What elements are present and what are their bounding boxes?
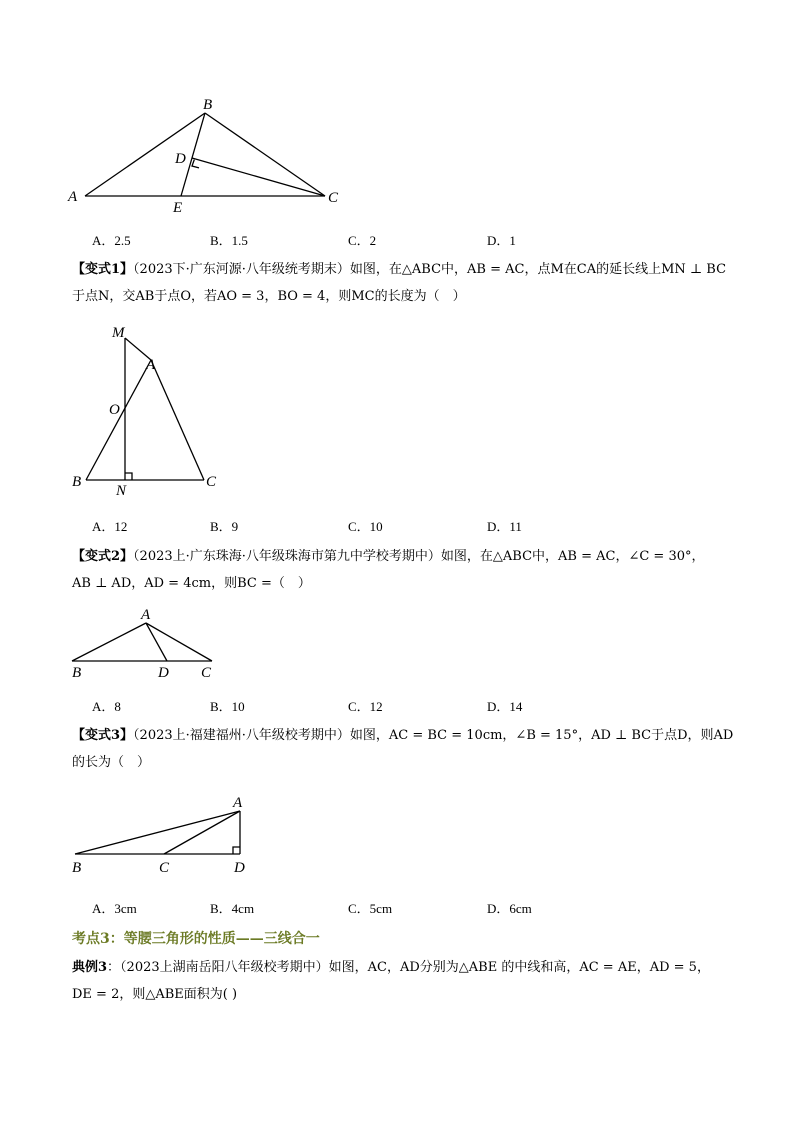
q2-option-d: D．14 [487, 699, 523, 714]
segment-ac [151, 360, 204, 480]
label-b: B [203, 97, 213, 113]
question-3-line-2: 的长为（ ） [72, 755, 151, 770]
question-2-line-1: （2023上·广东珠海·八年级珠海市第九中学校考期中）如图，在△ABC中，AB = AC，∠C = 30°， [133, 549, 705, 564]
figure-2-triangle-abc-mn [60, 318, 240, 503]
label-c: C [159, 860, 170, 876]
segment-ba [72, 623, 146, 661]
label-c: C [201, 665, 212, 681]
example-3-tag: 典例3 [72, 960, 108, 975]
label-n: N [116, 483, 127, 499]
label-m: M [112, 325, 125, 341]
figure-4-triangle-abd [60, 790, 260, 880]
q2-option-c: C．12 [348, 699, 383, 714]
right-angle-mark [192, 160, 199, 168]
label-e: E [173, 200, 183, 216]
q0-option-d: D．1 [487, 233, 516, 248]
q1-option-a: A．12 [92, 519, 128, 534]
label-o: O [109, 402, 120, 418]
q1-option-d: D．11 [487, 519, 522, 534]
question-3 [72, 722, 732, 776]
segment-ba [75, 811, 240, 854]
question-2-tag: 【变式2】 [72, 549, 134, 564]
q0-option-b: B．1.5 [210, 233, 248, 248]
segment-ca [164, 811, 240, 854]
label-c: C [206, 474, 217, 490]
question-1-line-2: 于点N，交AB于点O，若AO = 3，BO = 4，则MC的长度为（ ） [72, 289, 466, 304]
q1-option-b: B．9 [210, 519, 239, 534]
right-angle-mark [125, 473, 132, 480]
q0-option-c: C．2 [348, 233, 377, 248]
label-c: C [328, 190, 339, 206]
label-a: A [68, 189, 78, 205]
q0-option-a: A．2.5 [92, 233, 131, 248]
question-2-line-2: AB ⊥ AD，AD = 4cm，则BC =（ ） [72, 576, 311, 591]
segment-dc [192, 158, 325, 196]
right-angle-mark [233, 847, 240, 854]
segment-ab [85, 113, 205, 196]
q3-option-b: B．4cm [210, 901, 255, 916]
label-d: D [175, 151, 186, 167]
example-3 [72, 954, 732, 1008]
segment-bc [205, 113, 325, 196]
q3-option-a: A．3cm [92, 901, 137, 916]
label-d: D [234, 860, 245, 876]
question-1-line-1: （2023下·广东河源·八年级统考期末）如图，在△ABC中，AB = AC，点M在CA的延长线上MN ⊥ BC [133, 262, 727, 277]
label-a: A [233, 795, 243, 811]
question-3-tag: 【变式3】 [72, 728, 134, 743]
label-a: A [146, 357, 156, 373]
question-1-tag: 【变式1】 [72, 262, 134, 277]
q1-option-c: C．10 [348, 519, 383, 534]
question-3-line-1: （2023上·福建福州·八年级校考期中）如图，AC = BC = 10cm，∠B = 15°，AD ⊥ BC于点D，则AD [133, 728, 734, 743]
example-3-line-2: DE = 2，则△ABE面积为( ) [72, 987, 238, 1002]
q3-option-d: D．6cm [487, 901, 532, 916]
label-b: B [72, 474, 82, 490]
section-heading: 考点3：等腰三角形的性质——三线合一 [72, 931, 320, 947]
segment-ba [86, 360, 151, 480]
figure-3-triangle-abc-ad [60, 603, 230, 683]
label-b: B [72, 665, 82, 681]
label-a: A [141, 607, 151, 623]
figure-1-triangle-abc [60, 95, 360, 220]
example-3-line-1: ：（2023上湖南岳阳八年级校考期中）如图，AC，AD分别为△ABE 的中线和高，AC = AE，AD = 5， [107, 960, 710, 975]
label-d: D [158, 665, 169, 681]
q2-option-b: B．10 [210, 699, 245, 714]
q2-option-a: A．8 [92, 699, 121, 714]
question-1 [72, 256, 732, 310]
q3-option-c: C．5cm [348, 901, 393, 916]
question-2 [72, 543, 732, 597]
label-b: B [72, 860, 82, 876]
